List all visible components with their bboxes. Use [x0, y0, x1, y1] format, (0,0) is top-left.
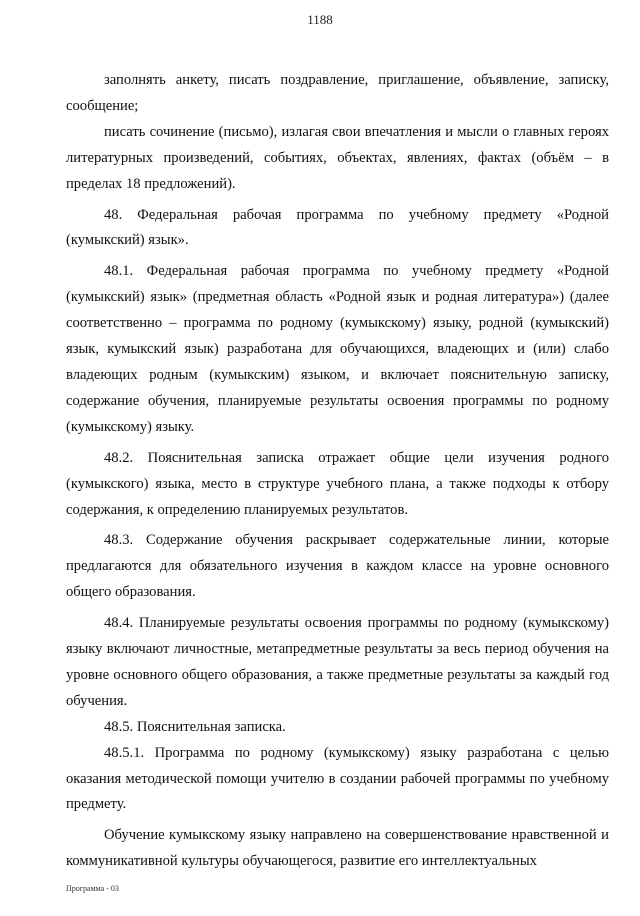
document-body	[66, 68, 609, 875]
paragraph-section-48-4: 48.4. Планируемые результаты освоения программы по родному (кумыкскому) языку включают личностные, метапредметные результаты за весь период обучения на уровне основного общего образования, а также предметные результаты за каждый год обучения.	[66, 615, 609, 709]
paragraph-section-48-3: 48.3. Содержание обучения раскрывает содержательные линии, которые предлагаются для обязательного изучения в каждом классе на уровне основного общего образования.	[66, 532, 609, 601]
paragraph-section-48-2: 48.2. Пояснительная записка отражает общие цели изучения родного (кумыкского) языка, место в структуре учебного плана, а также подходы к отбору содержания, к определению планируемых результатов.	[66, 449, 609, 518]
paragraph-fill-questionnaire: заполнять анкету, писать поздравление, приглашение, объявление, записку, сообщение;	[66, 72, 609, 114]
paragraph-section-48-5-1: 48.5.1. Программа по родному (кумыкскому) языку разработана с целью оказания методической помощи учителю в создании рабочей программы по учебному предмету.	[66, 744, 609, 813]
paragraph-kumyk-education-goal: Обучение кумыкскому языку направлено на совершенствование нравственной и коммуникативной культуры обучающегося, развитие его интеллектуальных	[66, 827, 609, 870]
paragraph-section-48-heading: 48. Федеральная рабочая программа по учебному предмету «Родной (кумыкский) язык».	[66, 206, 609, 249]
footer-label: Программа - 03	[66, 884, 119, 893]
paragraph-write-essay: писать сочинение (письмо), излагая свои впечатления и мысли о главных героях литературных произведений, событиях, объектах, явлениях, фактах (объём – в пределах 18 предложений).	[66, 123, 609, 192]
page-number: 1188	[307, 12, 333, 27]
paragraph-section-48-5: 48.5. Пояснительная записка.	[104, 718, 286, 735]
paragraph-section-48-1: 48.1. Федеральная рабочая программа по учебному предмету «Родной (кумыкский) язык» (предметная область «Родной язык и родная литература») (далее соответственно – программа по родному (кумыкскому) языку, родной (кумыкский) язык, кумыкский язык) разработана для обучающихся, владеющих и (или) слабо владеющих родным (кумыкским) языком, и включает пояснительную записку, содержание обучения, планируемые результаты освоения программы по родному (кумыкскому) языку.	[66, 263, 609, 435]
